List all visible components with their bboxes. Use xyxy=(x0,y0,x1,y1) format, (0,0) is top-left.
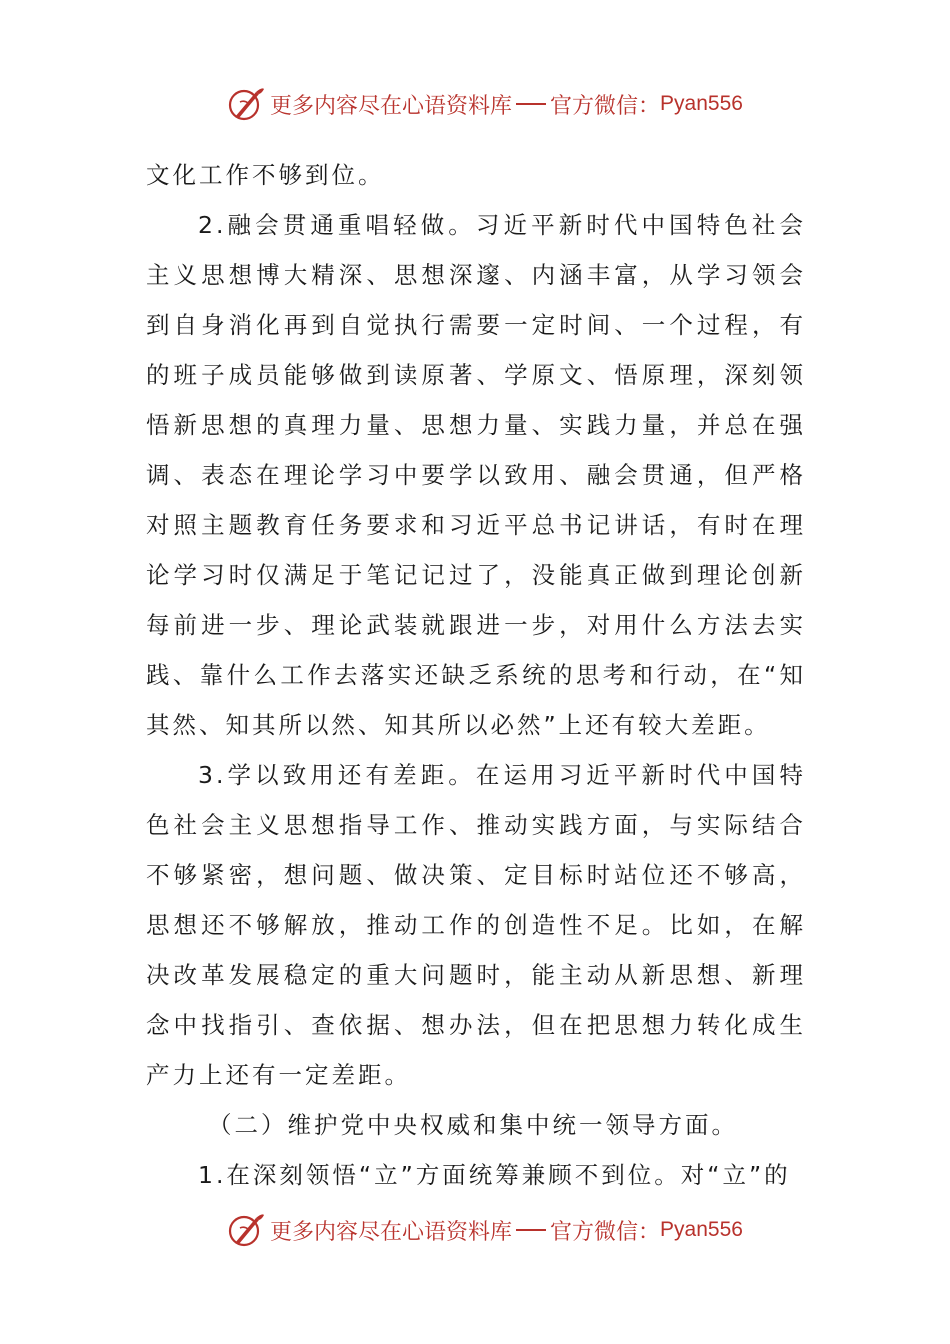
quill-logo-icon xyxy=(226,1210,266,1250)
banner-wechat-id: Pyan556 xyxy=(660,1218,743,1241)
header-banner xyxy=(226,84,743,124)
banner-wechat-label: 官方微信： xyxy=(550,1219,661,1245)
banner-wechat-id: Pyan556 xyxy=(660,92,743,115)
banner-text: 更多内容尽在心语资料库 xyxy=(270,1219,513,1245)
section-heading: （二）维护党中央权威和集中统一领导方面。 xyxy=(208,1111,738,1139)
banner-text: 更多内容尽在心语资料库 xyxy=(270,93,513,119)
paragraph-item-3: 3.学以致用还有差距。在运用习近平新时代中国特色社会主义思想指导工作、推动实践方面，与实际结合不够紧密，想问题、做决策、定目标时站位还不够高，思想还不够解放，推动工作的创造性不足。比如，在解决改革发展稳定的重大问题时，能主动从新思想、新理念中找指引、查依据、想办法，但在把思想力转化成生产力上还有一定差距。 xyxy=(146,761,806,1089)
body-text xyxy=(146,150,806,1200)
footer-banner xyxy=(226,1210,743,1250)
quill-logo-icon xyxy=(226,84,266,124)
paragraph-item-1: 1.在深刻领悟“立”方面统筹兼顾不到位。对“立”的 xyxy=(198,1161,791,1189)
paragraph-continuation: 文化工作不够到位。 xyxy=(146,161,385,189)
paragraph-item-2: 2.融会贯通重唱轻做。习近平新时代中国特色社会主义思想博大精深、思想深邃、内涵丰富，从学习领会到自身消化再到自觉执行需要一定时间、一个过程，有的班子成员能够做到读原著、学原文、悟原理，深刻领悟新思想的真理力量、思想力量、实践力量，并总在强调、表态在理论学习中要学以致用、融会贯通，但严格对照主题教育任务要求和习近平总书记讲话，有时在理论学习时仅满足于笔记记过了，没能真正做到理论创新每前进一步、理论武装就跟进一步，对用什么方法去实践、靠什么工作去落实还缺乏系统的思考和行动，在“知其然、知其所以然、知其所以必然”上还有较大差距。 xyxy=(146,211,806,739)
banner-dash xyxy=(516,1229,546,1231)
banner-wechat-label: 官方微信： xyxy=(550,93,661,119)
banner-dash xyxy=(516,103,546,105)
